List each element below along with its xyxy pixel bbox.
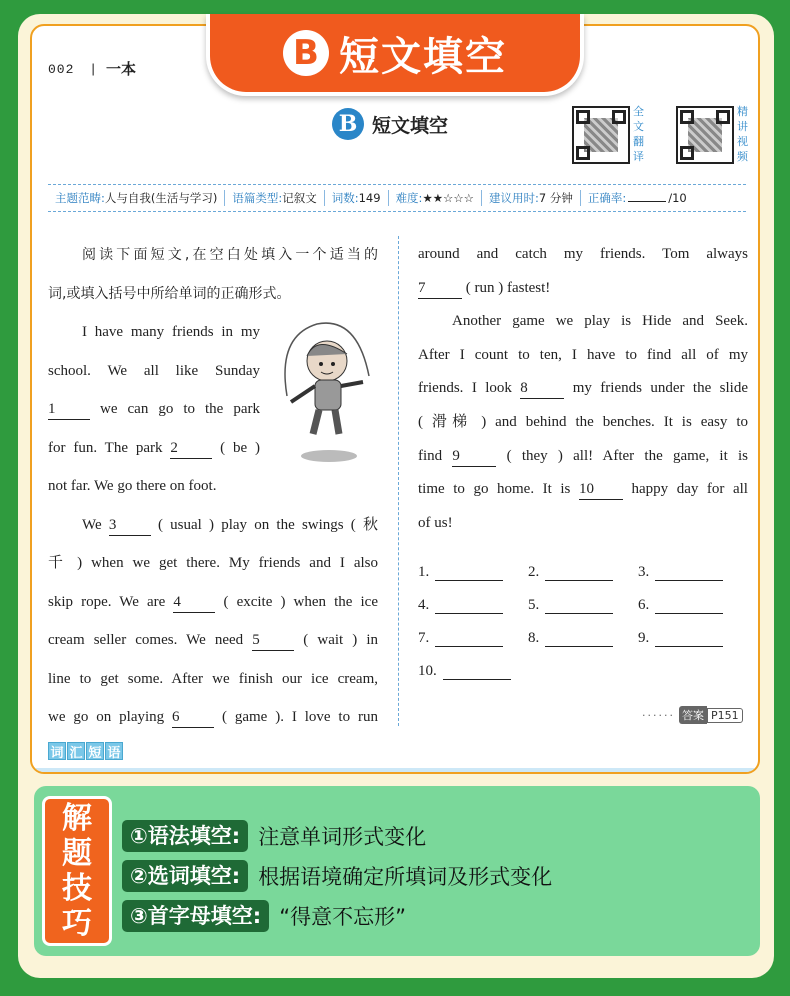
section-title (332, 108, 448, 140)
answer-row (418, 589, 748, 622)
passage-line: cream seller comes. We need 5 ( wait ) in (48, 621, 378, 660)
meta-topic: 主题范畴:人与自我(生活与学习) (48, 190, 225, 206)
answer-item: 8. (528, 630, 638, 647)
passage-line: school. We all like Sunday (48, 362, 260, 379)
answer-blank-10[interactable]: 10 (579, 479, 623, 500)
passage-line: After I count to ten, I have to find all of my (418, 346, 748, 363)
answer-line-6[interactable] (655, 600, 723, 614)
tip-label: ③首字母填空: (122, 900, 269, 932)
tips-title-char: 技 (62, 871, 92, 906)
meta-genre: 语篇类型:记叙文 (225, 190, 324, 206)
answer-line-1[interactable] (435, 567, 503, 581)
vocab-label-char: 短 (86, 742, 104, 760)
worksheet-paper (30, 24, 760, 774)
answer-item: 5. (528, 597, 638, 614)
tip-text: 注意单词形式变化 (258, 825, 427, 849)
boy-jumping-rope-illustration (277, 316, 377, 466)
vocab-label-char: 语 (105, 742, 123, 760)
passage-line: not far. We go there on foot. (48, 478, 217, 494)
answer-item: 6. (638, 597, 748, 614)
vocab-band (32, 768, 760, 774)
passage-line: ( 滑梯 ) and behind the benches. It is easy to (418, 413, 748, 430)
answer-line-8[interactable] (545, 633, 613, 647)
answer-line-9[interactable] (655, 633, 723, 647)
tip-label: ②选词填空: (122, 860, 248, 892)
answer-blanks (418, 556, 748, 688)
passage-line: friends. I look 8 my friends under the slide (418, 372, 748, 406)
vocab-label-char: 词 (48, 742, 66, 760)
tips-title-box (42, 796, 112, 946)
tip-text: 根据语境确定所填词及形式变化 (258, 865, 553, 889)
meta-time: 建议用时:7 分钟 (482, 190, 581, 206)
vocab-section-label (48, 742, 124, 760)
banner-letter-badge: B (283, 30, 329, 76)
meta-difficulty: 难度:★★☆☆☆ (389, 190, 482, 206)
instruction-line: 词,或填入括号中所给单词的正确形式。 (48, 285, 291, 302)
answer-blank-4[interactable]: 4 (173, 592, 215, 613)
tips-title-char: 巧 (62, 906, 92, 941)
passage-left-column (48, 236, 378, 737)
meta-words: 词数:149 (325, 190, 389, 206)
meta-accuracy: 正确率: /10 (587, 191, 687, 205)
answer-blank-8[interactable]: 8 (520, 378, 564, 399)
passage-line: skip rope. We are 4 ( excite ) when the ice (48, 583, 378, 622)
answer-item: 2. (528, 564, 638, 581)
answer-row (418, 655, 748, 688)
qr-code-video[interactable] (676, 106, 734, 164)
tip-text: “得意不忘形” (279, 905, 406, 929)
answer-line-4[interactable] (435, 600, 503, 614)
book-name: 一本 (106, 60, 137, 78)
passage-line: time to go home. It is 10 happy day for all (418, 473, 748, 507)
tip-label: ①语法填空: (122, 820, 248, 852)
passage-line: I have many friends in my (82, 324, 260, 340)
answer-line-7[interactable] (435, 633, 503, 647)
page-number: 002 | (48, 62, 99, 77)
passage-line: of us! (418, 514, 453, 531)
passage-line: find 9 ( they ) all! After the game, it is (418, 440, 748, 474)
banner-title: 短文填空 (339, 33, 507, 80)
passage-line: around and catch my friends. Tom always (418, 246, 748, 262)
tips-panel (34, 786, 760, 956)
qr-label-video: 精 讲 视 频 (737, 105, 748, 163)
answer-line-10[interactable] (443, 666, 511, 680)
answer-blank-3[interactable]: 3 (109, 515, 151, 536)
title-banner (206, 14, 584, 96)
answer-line-3[interactable] (655, 567, 723, 581)
answer-blank-2[interactable]: 2 (170, 438, 212, 459)
passage-line: 7 ( run ) fastest! (418, 272, 748, 306)
answer-item: 3. (638, 564, 748, 581)
passage-line: 千 ) when we get there. My friends and I also (48, 555, 378, 571)
answer-key-reference[interactable]: ······ 答案 P151 (642, 706, 743, 724)
section-letter-badge: B (332, 108, 364, 140)
answer-blank-1[interactable]: 1 (48, 399, 90, 420)
answer-blank-5[interactable]: 5 (252, 630, 294, 651)
answer-item: 4. (418, 597, 528, 614)
answer-blank-6[interactable]: 6 (172, 707, 214, 728)
column-divider (398, 236, 399, 726)
qr-code-translation[interactable] (572, 106, 630, 164)
tip-row (122, 820, 426, 852)
answer-blank-9[interactable]: 9 (452, 446, 496, 467)
section-title-text: 短文填空 (372, 114, 449, 137)
answer-row (418, 556, 748, 589)
passage-line: we go on playing 6 ( game ). I love to run (48, 698, 378, 737)
passage-line: line to get some. After we finish our ice cream, (48, 670, 378, 687)
vocab-label-char: 汇 (67, 742, 85, 760)
answer-blank-7[interactable]: 7 (418, 278, 462, 299)
answer-line-5[interactable] (545, 600, 613, 614)
answer-row (418, 622, 748, 655)
answer-line-2[interactable] (545, 567, 613, 581)
answer-item: 7. (418, 630, 528, 647)
instruction-line: 阅读下面短文,在空白处填入一个适当的 (82, 247, 378, 263)
tips-title-char: 解 (62, 801, 92, 836)
qr-label-translation: 全 文 翻 译 (633, 105, 644, 163)
meta-bar (48, 184, 746, 212)
tips-title-char: 题 (62, 836, 92, 871)
passage-line: 1 we can go to the park (48, 390, 260, 429)
answer-item: 1. (418, 564, 528, 581)
passage-line: We 3 ( usual ) play on the swings ( 秋 (48, 506, 378, 545)
answer-item: 9. (638, 630, 748, 647)
answer-item: 10. (418, 663, 538, 680)
passage-right-column (418, 238, 748, 540)
passage-line: Another game we play is Hide and Seek. (452, 313, 748, 330)
tip-row (122, 860, 552, 892)
passage-line: for fun. The park 2 ( be ) (48, 429, 260, 468)
tip-row (122, 900, 406, 932)
